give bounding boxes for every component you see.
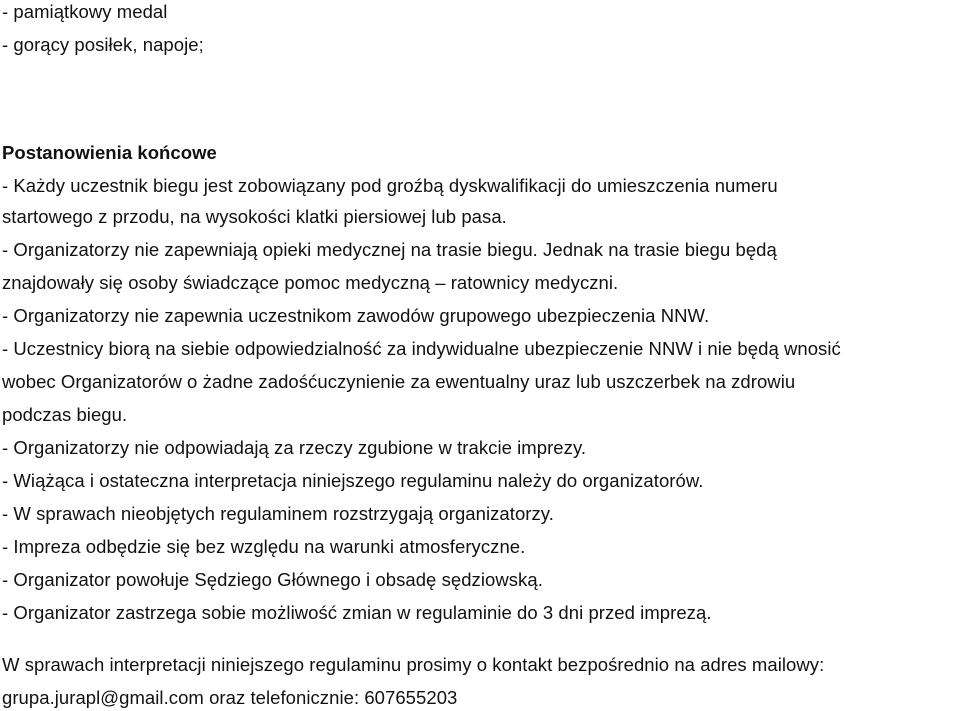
rule-line: - Organizatorzy nie odpowiadają za rzeczy zgubione w trakcie imprezy. bbox=[2, 437, 587, 458]
contact-details: grupa.jurapl@gmail.com oraz telefonicznie: 607655203 bbox=[2, 687, 458, 708]
rule-line: - Organizator powołuje Sędziego Głównego i obsadę sędziowską. bbox=[2, 569, 543, 590]
rule-line: - Impreza odbędzie się bez względu na warunki atmosferyczne. bbox=[2, 536, 526, 557]
rule-line: wobec Organizatorów o żadne zadośćuczynienie za ewentualny uraz lub uszczerbek na zdrowiu bbox=[2, 371, 796, 392]
rule-line: - Organizatorzy nie zapewnia uczestnikom zawodów grupowego ubezpieczenia NNW. bbox=[2, 305, 710, 326]
rule-line: - Organizator zastrzega sobie możliwość zmian w regulaminie do 3 dni przed imprezą. bbox=[2, 602, 712, 623]
rule-line: podczas biegu. bbox=[2, 404, 128, 425]
rule-line: startowego z przodu, na wysokości klatki piersiowej lub pasa. bbox=[2, 206, 507, 227]
prize-item-meal: - gorący posiłek, napoje; bbox=[2, 34, 204, 55]
prize-item-medal: - pamiątkowy medal bbox=[2, 1, 168, 22]
section-heading: Postanowienia końcowe bbox=[2, 142, 217, 163]
rule-line: - W sprawach nieobjętych regulaminem rozstrzygają organizatorzy. bbox=[2, 503, 554, 524]
rule-line: - Organizatorzy nie zapewniają opieki medycznej na trasie biegu. Jednak na trasie biegu będą bbox=[2, 239, 777, 260]
rule-line: - Wiążąca i ostateczna interpretacja niniejszego regulaminu należy do organizatorów. bbox=[2, 470, 704, 491]
rule-line: - Uczestnicy biorą na siebie odpowiedzialność za indywidualne ubezpieczenie NNW i nie będą wnosić bbox=[2, 338, 841, 359]
contact-line: W sprawach interpretacji niniejszego regulaminu prosimy o kontakt bezpośrednio na adres mailowy: bbox=[2, 654, 825, 675]
rule-line: znajdowały się osoby świadczące pomoc medyczną – ratownicy medyczni. bbox=[2, 272, 619, 293]
rule-line: - Każdy uczestnik biegu jest zobowiązany pod groźbą dyskwalifikacji do umieszczenia numeru bbox=[2, 175, 778, 196]
